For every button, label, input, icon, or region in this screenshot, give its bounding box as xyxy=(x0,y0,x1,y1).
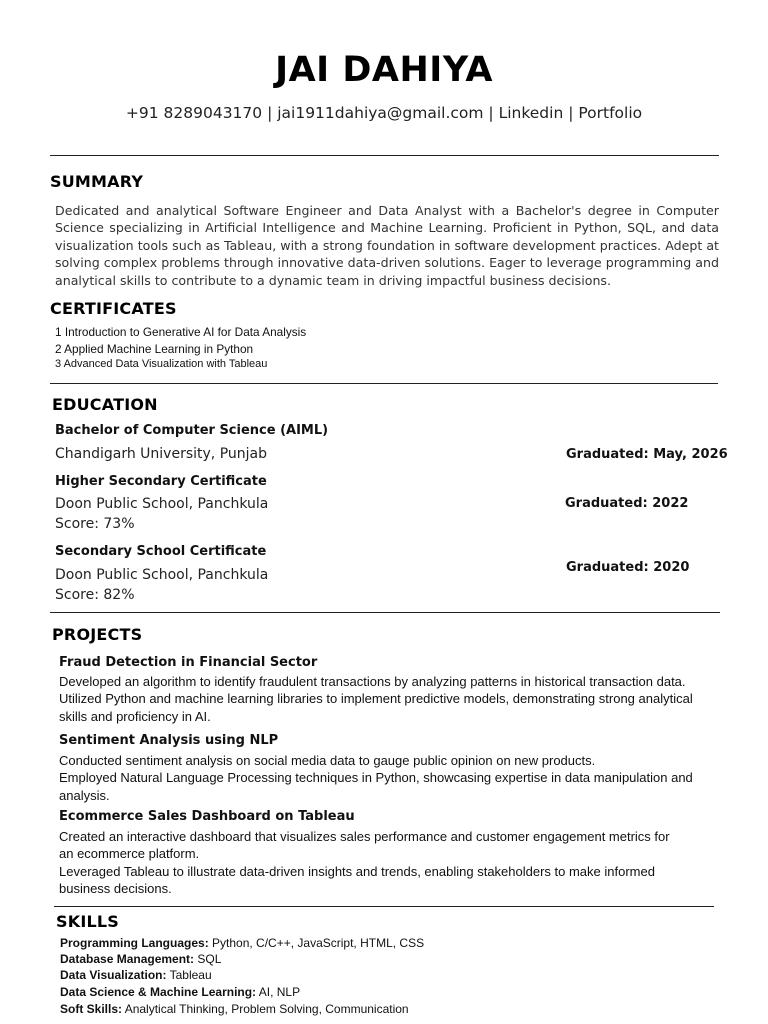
header-divider xyxy=(50,155,719,156)
certificate-item: 3 Advanced Data Visualization with Tableau xyxy=(55,358,268,370)
project-description: analysis. xyxy=(59,788,110,803)
project-description: business decisions. xyxy=(59,881,172,896)
education-school: Chandigarh University, Punjab xyxy=(55,446,267,462)
skill-label: Programming Languages: xyxy=(60,936,209,950)
project-title: Ecommerce Sales Dashboard on Tableau xyxy=(59,809,355,824)
education-degree: Higher Secondary Certificate xyxy=(55,474,267,489)
skill-row xyxy=(60,968,212,982)
skill-row xyxy=(60,985,300,999)
skill-value: SQL xyxy=(194,952,222,966)
project-description: Created an interactive dashboard that visualizes sales performance and customer engagement metrics for xyxy=(59,829,670,844)
skill-value: AI, NLP xyxy=(256,985,301,999)
project-description: Developed an algorithm to identify fraudulent transactions by analyzing patterns in historical transaction data. xyxy=(59,674,686,689)
certificates-heading: CERTIFICATES xyxy=(50,299,177,318)
skill-label: Soft Skills: xyxy=(60,1002,123,1016)
project-title: Fraud Detection in Financial Sector xyxy=(59,655,318,670)
education-score: Score: 82% xyxy=(55,587,135,603)
project-description: Utilized Python and machine learning libraries to implement predictive models, demonstrating strong analytical xyxy=(59,691,693,706)
candidate-name: JAI DAHIYA xyxy=(275,50,493,90)
certificates-divider xyxy=(50,383,718,384)
education-divider xyxy=(50,612,720,613)
contact-line: +91 8289043170 | jai1911dahiya@gmail.com | Linkedin | Portfolio xyxy=(125,104,643,122)
education-graduated: Graduated: May, 2026 xyxy=(566,447,728,462)
skill-value: Python, C/C++, JavaScript, HTML, CSS xyxy=(208,936,425,950)
skill-row xyxy=(60,1002,409,1016)
skill-value: Analytical Thinking, Problem Solving, Communication xyxy=(122,1002,409,1016)
education-school: Doon Public School, Panchkula xyxy=(55,496,269,512)
skill-row xyxy=(60,936,424,950)
education-school: Doon Public School, Panchkula xyxy=(55,567,269,583)
project-title: Sentiment Analysis using NLP xyxy=(59,733,279,748)
project-description: Conducted sentiment analysis on social media data to gauge public opinion on new products. xyxy=(59,753,596,768)
projects-divider xyxy=(54,906,714,907)
skill-value: Tableau xyxy=(166,968,212,982)
summary-heading: SUMMARY xyxy=(50,172,144,191)
skill-label: Data Visualization: xyxy=(60,968,167,982)
project-description: skills and proficiency in AI. xyxy=(59,709,211,724)
skill-label: Data Science & Machine Learning: xyxy=(60,985,257,999)
project-description: Employed Natural Language Processing techniques in Python, showcasing expertise in data manipulation and xyxy=(59,770,693,785)
summary-text: Dedicated and analytical Software Engineer and Data Analyst with a Bachelor's degree in Computer Science specializing in Artificial Intelligence and Machine Learning. Proficient in Python, SQL, and data visualization tools such as Tableau, with a strong foundation in software development practices. Adept at solving complex problems through innovative data-driven solutions. Eager to leverage programming and analytical skills to contribute to a dynamic team in driving impactful business decisions. xyxy=(55,203,719,288)
education-degree: Secondary School Certificate xyxy=(55,544,267,559)
skills-heading: SKILLS xyxy=(56,912,119,931)
skill-label: Database Management: xyxy=(60,952,195,966)
education-score: Score: 73% xyxy=(55,516,135,532)
certificate-item: 2 Applied Machine Learning in Python xyxy=(55,342,254,356)
education-degree: Bachelor of Computer Science (AIML) xyxy=(55,423,329,438)
projects-heading: PROJECTS xyxy=(52,625,143,644)
project-description: Leveraged Tableau to illustrate data-driven insights and trends, enabling stakeholders to make informed xyxy=(59,864,655,879)
education-graduated: Graduated: 2020 xyxy=(566,560,690,575)
certificate-item: 1 Introduction to Generative AI for Data Analysis xyxy=(55,325,307,339)
project-description: an ecommerce platform. xyxy=(59,846,200,861)
education-heading: EDUCATION xyxy=(52,395,158,414)
skill-row xyxy=(60,952,221,966)
education-graduated: Graduated: 2022 xyxy=(565,496,689,511)
